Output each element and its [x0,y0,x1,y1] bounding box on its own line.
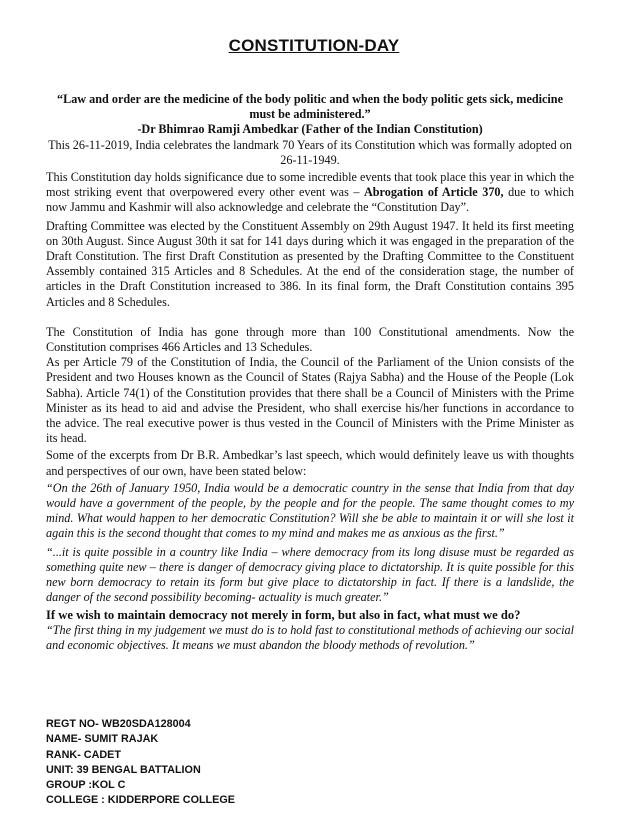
speech-excerpt-3: “The first thing in my judgement we must do is to hold fast to constitutional methods of achieving our social and economic objectives. It means we must abandon the bloody methods of revolution.” [46,622,574,652]
speech-excerpt-1: “On the 26th of January 1950, India would be a democratic country in the sense that India from that day would have a government of the people, by the people and for the people. The same thought comes to my mind. What would happen to her democratic Constitution? Will she be able to maintain it or will she lost it again this is the second thought that comes to my mind and makes me as anxious as the first.” [46,480,574,541]
document-body [46,92,574,653]
significance-text-before: This Constitution day holds significance due to some incredible events that took place this year in which the most striking event that overpowered every other event was – [46,170,574,200]
amendments-paragraph: The Constitution of India has gone through more than 100 Constitutional amendments. Now the Constitution comprises 466 Articles and 13 Schedules. [46,324,574,355]
drafting-committee-paragraph: Drafting Committee was elected by the Constituent Assembly on 29th August 1947. It held its first meeting on 30th August. Since August 30th it sat for 141 days during which it was engaged in the preparation of the Draft Constitution. The first Draft Constitution as presented by the Drafting Committee to the Constituent Assembly contained 315 Articles and 8 Schedules. At the end of the consideration stage, the number of articles in the Draft Constitution increased to 386. In its final form, the Draft Constitution contains 395 Articles and 8 Schedules. [46,218,574,309]
quote-attribution: -Dr Bhimrao Ramji Ambedkar (Father of the Indian Constitution) [137,122,483,137]
democracy-question: If we wish to maintain democracy not merely in form, but also in fact, what must we do? [46,607,521,622]
significance-bold-text: Abrogation of Article 370, [363,185,504,200]
cadet-group: GROUP :KOL C [46,779,126,792]
speech-excerpt-2: “...it is quite possible in a country like India – where democracy from its long disuse must be regarded as something quite new – there is danger of democracy giving place to dictatorship. It is quite possible for this new born democracy to retain its form but give place to dictatorship in fact. If there is a landslide, the danger of the second possibility becoming- actuality is much greater.” [46,544,574,605]
cadet-unit: UNIT: 39 BENGAL BATTALION [46,763,201,776]
regt-number: REGT NO- WB20SDA128004 [46,718,191,730]
cadet-details [46,717,235,809]
ambedkar-quote: “Law and order are the medicine of the body politic and when the body politic gets sick, medicine must be administered.” [56,92,563,122]
cadet-name: NAME- SUMIT RAJAK [46,733,159,746]
intro-paragraph: This 26-11-2019, India celebrates the landmark 70 Years of its Constitution which was formally adopted on 26-11-1949. [48,137,572,167]
cadet-rank: RANK- CADET [46,748,121,761]
significance-text-after: due to which now Jammu and Kashmir will also acknowledge and celebrate the “Constitution Day”. [46,185,574,215]
cadet-college: COLLEGE : KIDDERPORE COLLEGE [46,794,235,807]
page-title: CONSTITUTION-DAY [228,36,400,55]
significance-paragraph [46,170,574,216]
article-79-paragraph: As per Article 79 of the Constitution of India, the Council of the Parliament of the Union consists of the President and two Houses known as the Council of States (Rajya Sabha) and the House of the People (Lok Sabha). Article 74(1) of the Constitution provides that there shall be a Council of Ministers with the Prime Minister as its head to aid and advise the President, who shall exercise his/her functions in accordance to the advice. The real executive power is thus vested in the Council of Ministers with the Prime Minister as its head. [46,355,574,446]
excerpts-intro-paragraph: Some of the excerpts from Dr B.R. Ambedkar’s last speech, which would definitely leave us with thoughts and perspectives of our own, have been stated below: [46,448,574,478]
